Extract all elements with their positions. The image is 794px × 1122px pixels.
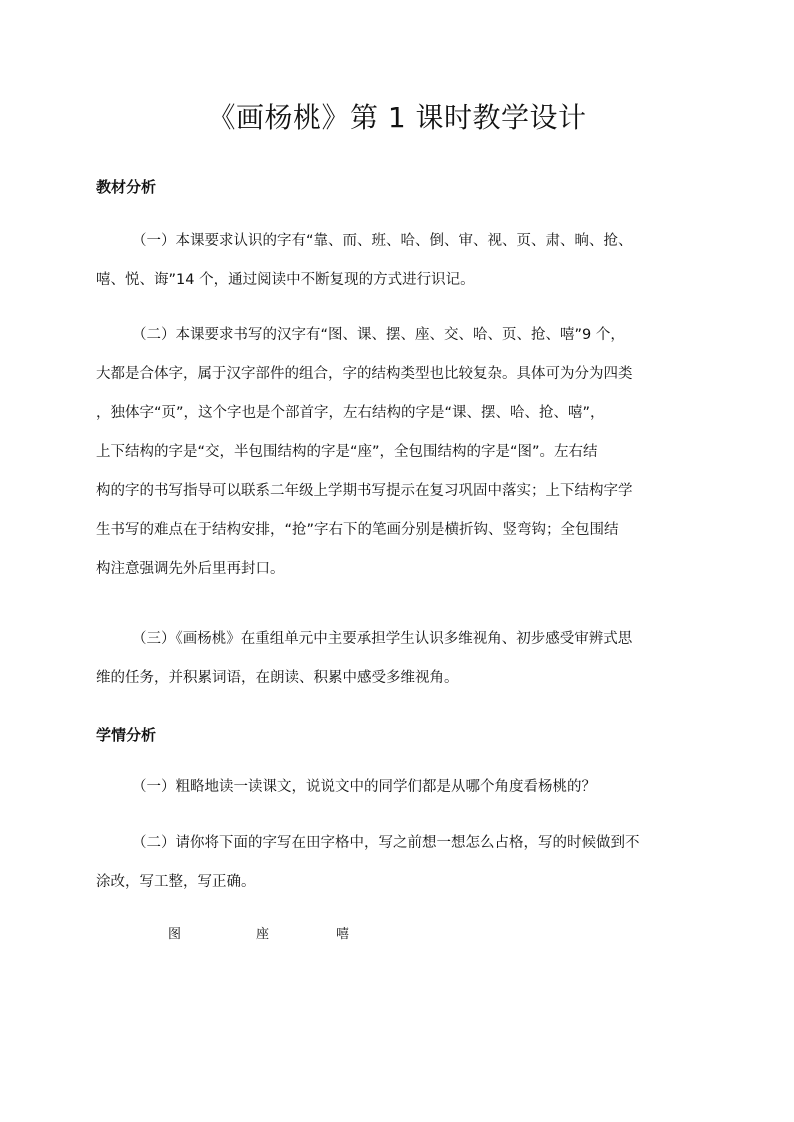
practice-characters <box>0 924 794 948</box>
paragraph-line: （二）本课要求书写的汉字有“图、课、摆、座、交、哈、页、抢、嘻”9 个， <box>132 327 625 343</box>
paragraph-line: 生书写的难点在于结构安排，“抢”字右下的笔画分别是横折钩、竖弯钩；全包围结 <box>96 522 619 538</box>
paragraph-3 <box>96 620 702 698</box>
paragraph-line: （一）粗略地读一读课文，说说文中的同学们都是从哪个角度看杨桃的？ <box>132 779 596 795</box>
paragraph-2 <box>96 316 702 589</box>
paragraph-line: 嘻、悦、诲”14 个，通过阅读中不断复现的方式进行识记。 <box>96 272 475 288</box>
practice-char: 嘻 <box>336 927 350 942</box>
paragraph-line: 构注意强调先外后里再封口。 <box>96 561 285 577</box>
paragraph-line: （一）本课要求认识的字有“靠、而、班、哈、倒、审、视、页、肃、晌、抢、 <box>132 233 633 249</box>
paragraph-line: ，独体字“页”，这个字也是个部首字，左右结构的字是“课、摆、哈、抢、嘻”， <box>96 405 605 421</box>
paragraph-4 <box>96 768 702 807</box>
practice-char: 座 <box>256 927 270 942</box>
paragraph-line: 大都是合体字，属于汉字部件的组合，字的结构类型也比较复杂。具体可为分为四类 <box>96 366 633 382</box>
paragraph-line: 上下结构的字是“交，半包围结构的字是“座”，全包围结构的字是“图”。左右结 <box>96 444 598 460</box>
paragraph-line: 涂改，写工整，写正确。 <box>96 874 256 890</box>
paragraph-line: 构的字的书写指导可以联系二年级上学期书写提示在复习巩固中落实；上下结构字学 <box>96 483 633 499</box>
paragraph-line: （三）《画杨桃》在重组单元中主要承担学生认识多维视角、初步感受审辨式思 <box>132 631 633 647</box>
paragraph-line: （二）请你将下面的字写在田字格中，写之前想一想怎么占格，写的时候做到不 <box>132 835 640 851</box>
section-heading-learner-analysis: 学情分析 <box>96 726 157 744</box>
section-heading-textbook-analysis: 教材分析 <box>96 178 157 196</box>
document-title: 《画杨桃》第 1 课时教学设计 <box>207 101 587 134</box>
paragraph-line: 维的任务，并积累词语，在朗读、积累中感受多维视角。 <box>96 670 459 686</box>
paragraph-5 <box>96 824 702 902</box>
practice-char: 图 <box>168 927 182 942</box>
paragraph-1 <box>96 222 702 300</box>
